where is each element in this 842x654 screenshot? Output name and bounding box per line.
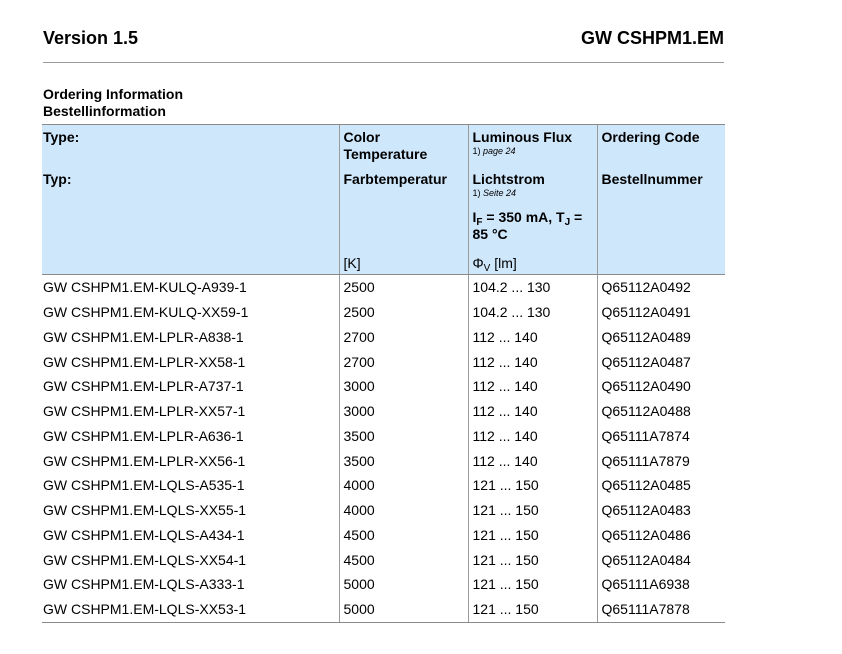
flux-cell: 104.2 ... 130 — [468, 300, 597, 325]
table-row — [42, 325, 725, 350]
product-name: GW CSHPM1.EM — [580, 28, 724, 48]
code-cell: Q65112A0486 — [597, 523, 725, 548]
cct-cell: 2500 — [339, 300, 468, 325]
cct-cell: 2700 — [339, 349, 468, 374]
flux-cell: 112 ... 140 — [468, 424, 597, 449]
flux-test-condition: $I_F = 350$ mA, $T_J = 85$ °C — [472, 209, 583, 242]
type-cell: GW CSHPM1.EM-LPLR-A636-1 — [43, 427, 244, 444]
section-title — [43, 86, 183, 120]
code-cell: Q65112A0484 — [597, 547, 725, 572]
cct-cell: 5000 — [339, 597, 468, 622]
table-row — [42, 473, 725, 498]
code-cell: Q65112A0489 — [597, 325, 725, 350]
table-row — [42, 424, 725, 449]
cct-cell: 2700 — [339, 325, 468, 350]
header-divider — [43, 62, 724, 63]
type-cell: GW CSHPM1.EM-LQLS-XX53-1 — [42, 597, 339, 622]
table-row — [42, 374, 725, 399]
cct-cell: 3000 — [339, 399, 468, 424]
col-code-en: Ordering Code — [597, 125, 725, 172]
col-flux-en-label: Luminous Flux — [472, 129, 573, 145]
code-cell: Q65112A0490 — [597, 374, 725, 399]
flux-cell: 121 ... 150 — [468, 523, 597, 548]
code-cell: Q65111A6938 — [597, 572, 725, 597]
code-cell: Q65112A0485 — [597, 473, 725, 498]
flux-cell: 121 ... 150 — [468, 473, 597, 498]
code-cell: Q65112A0492 — [597, 275, 725, 300]
cct-cell: 4500 — [339, 547, 468, 572]
col-flux-en — [468, 125, 597, 172]
type-cell: GW CSHPM1.EM-KULQ-XX59-1 — [43, 304, 249, 321]
version-label: Version 1.5 — [43, 28, 139, 48]
cct-cell: 3500 — [339, 448, 468, 473]
table-row — [42, 498, 725, 523]
col-color-unit: [K] — [339, 251, 468, 275]
col-flux-de-footnote: 1) Seite 24 — [472, 188, 517, 198]
flux-cell: 112 ... 140 — [468, 399, 597, 424]
table-row — [42, 597, 725, 622]
type-cell: GW CSHPM1.EM-LPLR-A737-1 — [43, 378, 244, 395]
table-body — [42, 275, 725, 623]
cct-cell: 4000 — [339, 473, 468, 498]
flux-cell: 121 ... 150 — [468, 547, 597, 572]
type-cell: GW CSHPM1.EM-KULQ-A939-1 — [43, 279, 247, 296]
flux-cell: 112 ... 140 — [468, 374, 597, 399]
col-type-de: Typ: — [42, 171, 339, 251]
type-cell: GW CSHPM1.EM-LQLS-XX55-1 — [43, 502, 247, 519]
page-header — [43, 28, 724, 50]
type-cell: GW CSHPM1.EM-LPLR-XX57-1 — [43, 403, 246, 420]
section-title-en: Ordering Information — [43, 86, 183, 102]
table-header — [42, 125, 725, 275]
table-row — [42, 275, 725, 300]
code-cell: Q65111A7878 — [597, 597, 725, 622]
col-color-de: Farbtemperatur — [339, 171, 468, 251]
col-code-unit — [597, 251, 725, 275]
table-row — [42, 448, 725, 473]
type-cell: GW CSHPM1.EM-LPLR-XX58-1 — [43, 353, 246, 370]
cct-cell: 4000 — [339, 498, 468, 523]
col-type-en: Type: — [42, 125, 339, 172]
flux-cell: 112 ... 140 — [468, 448, 597, 473]
type-cell: GW CSHPM1.EM-LPLR-A838-1 — [43, 328, 244, 345]
col-flux-de — [468, 171, 597, 251]
table-row — [42, 300, 725, 325]
flux-cell: 112 ... 140 — [468, 349, 597, 374]
type-cell: GW CSHPM1.EM-LPLR-XX56-1 — [43, 452, 246, 469]
ordering-table — [42, 124, 725, 623]
flux-cell: 104.2 ... 130 — [468, 275, 597, 300]
code-cell: Q65111A7874 — [597, 424, 725, 449]
table-row — [42, 399, 725, 424]
code-cell: Q65112A0487 — [597, 349, 725, 374]
flux-cell: 112 ... 140 — [468, 325, 597, 350]
cct-cell: 2500 — [339, 275, 468, 300]
col-color-en: Color Temperature — [339, 125, 468, 172]
flux-cell: 121 ... 150 — [468, 572, 597, 597]
col-flux-en-footnote: 1) page 24 — [472, 146, 516, 156]
flux-cell: 121 ... 150 — [468, 498, 597, 523]
type-cell: GW CSHPM1.EM-LQLS-A535-1 — [43, 477, 245, 494]
code-cell: Q65112A0491 — [597, 300, 725, 325]
code-cell: Q65112A0488 — [597, 399, 725, 424]
col-type-unit — [42, 251, 339, 275]
cct-cell: 4500 — [339, 523, 468, 548]
code-cell: Q65112A0483 — [597, 498, 725, 523]
cct-cell: 5000 — [339, 572, 468, 597]
cct-cell: 3500 — [339, 424, 468, 449]
code-cell: Q65111A7879 — [597, 448, 725, 473]
type-cell: GW CSHPM1.EM-LQLS-A333-1 — [43, 576, 245, 593]
table-row — [42, 572, 725, 597]
section-title-de: Bestellinformation — [43, 103, 166, 119]
type-cell: GW CSHPM1.EM-LQLS-XX54-1 — [43, 551, 247, 568]
type-cell: GW CSHPM1.EM-LQLS-A434-1 — [43, 526, 245, 543]
flux-cell: 121 ... 150 — [468, 597, 597, 622]
col-flux-unit: $\Phi_V$ [lm] — [468, 251, 597, 275]
col-code-de: Bestellnummer — [597, 171, 725, 251]
table-row — [42, 547, 725, 572]
table-row — [42, 349, 725, 374]
col-flux-de-label: Lichtstrom — [472, 171, 545, 187]
cct-cell: 3000 — [339, 374, 468, 399]
table-row — [42, 523, 725, 548]
